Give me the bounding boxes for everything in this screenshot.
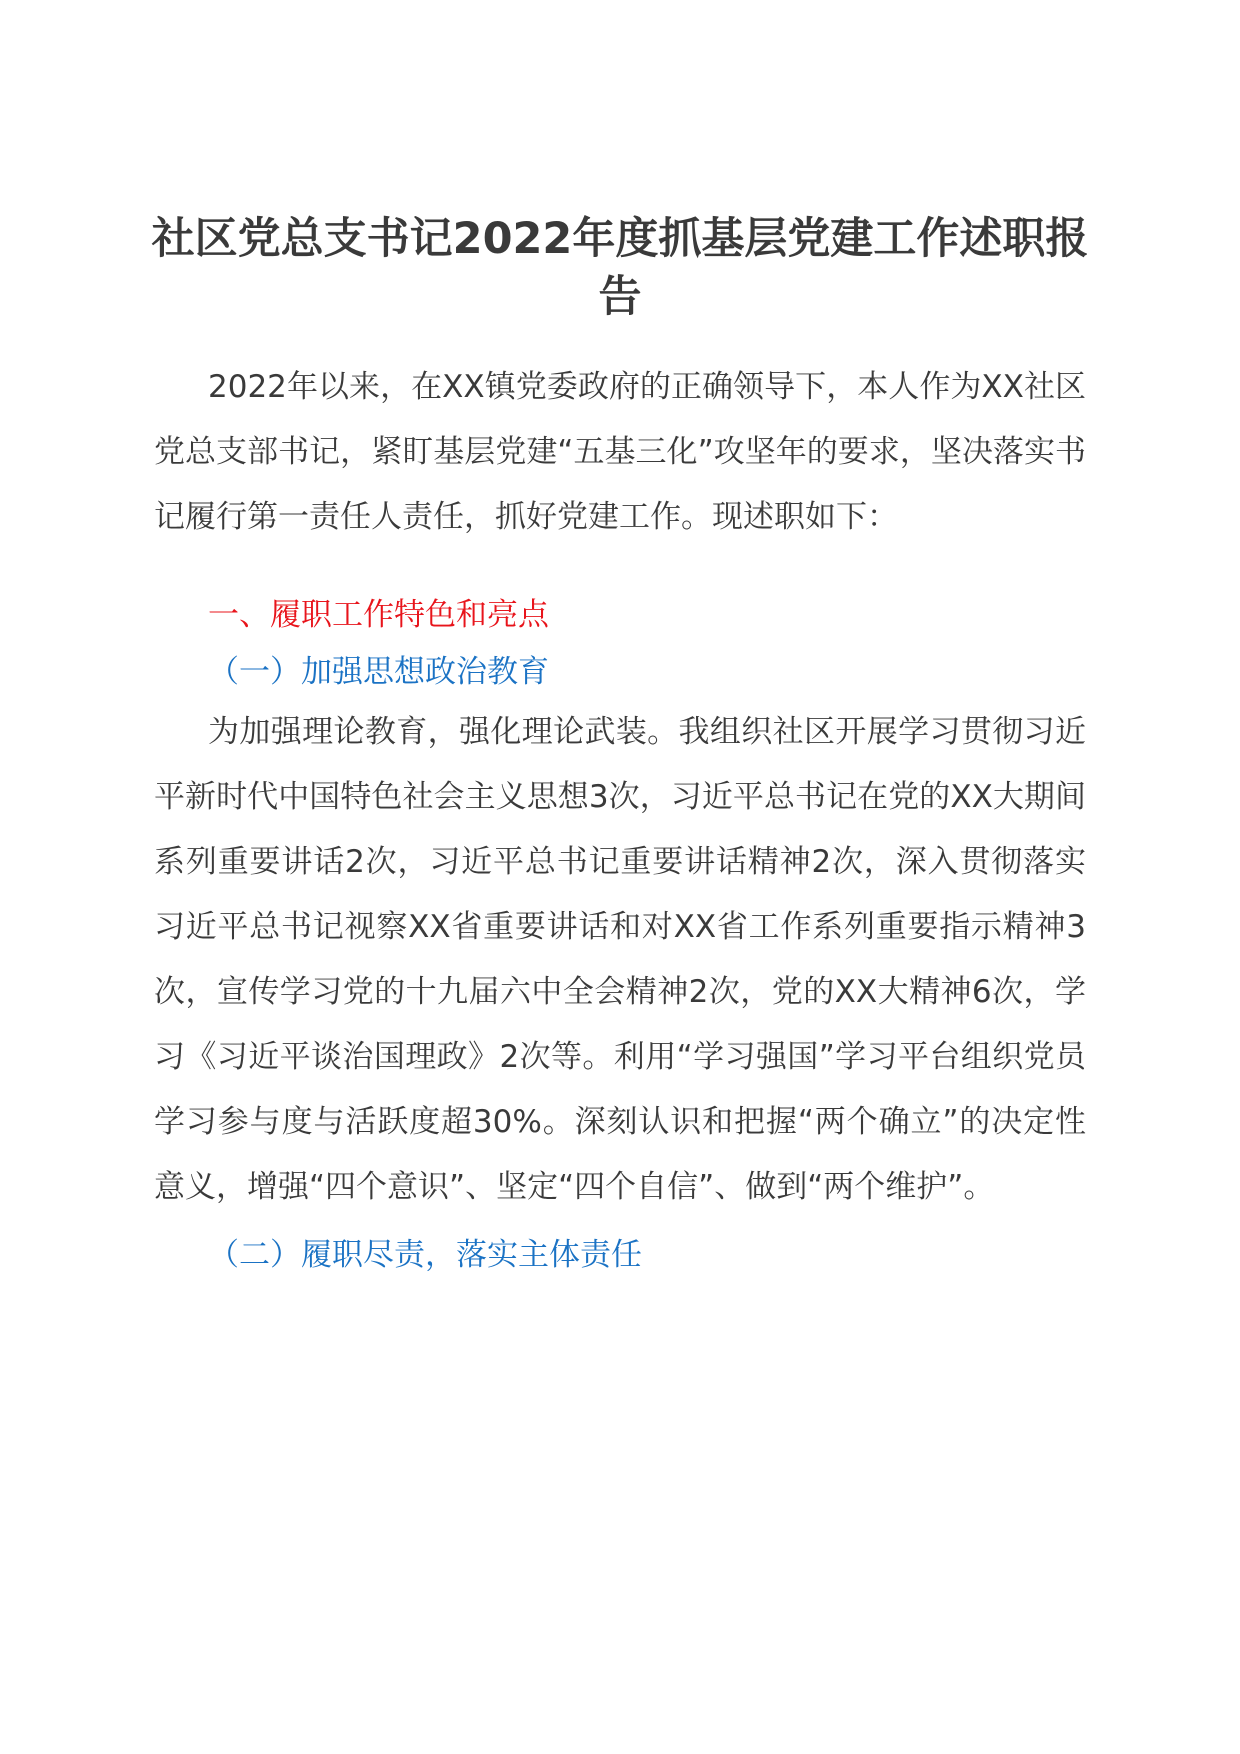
subsection-paragraph-1: 为加强理论教育，强化理论武装。我组织社区开展学习贯彻习近平新时代中国特色社会主义思想3次，习近平总书记在党的XX大期间系列重要讲话2次，习近平总书记重要讲话精神2次，深入贯彻落实习近平总书记视察XX省重要讲话和对XX省工作系列重要指示精神3次，宣传学习党的十九届六中全会精神2次，党的XX大精神6次，学习《习近平谈治国理政》2次等。利用“学习强国”学习平台组织党员学习参与度与活跃度超30%。深刻认识和把握“两个确立”的决定性意义，增强“四个意识”、坚定“四个自信”、做到“两个维护”。 — [154, 714, 1086, 1205]
intro-paragraph: 2022年以来，在XX镇党委政府的正确领导下，本人作为XX社区党总支部书记，紧盯基层党建“五基三化”攻坚年的要求，坚决落实书记履行第一责任人责任，抓好党建工作。现述职如下： — [154, 369, 1086, 535]
subsection-heading-1: （一）加强思想政治教育 — [208, 654, 549, 690]
subsection-heading-2: （二）履职尽责，落实主体责任 — [208, 1237, 642, 1273]
section-heading: 一、履职工作特色和亮点 — [208, 597, 549, 633]
document-title: 社区党总支书记2022年度抓基层党建工作述职报告 — [151, 214, 1089, 322]
